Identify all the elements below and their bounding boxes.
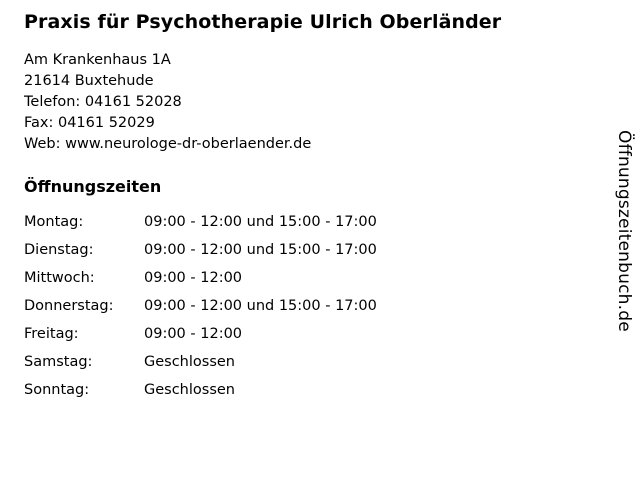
address-phone: Telefon: 04161 52028 — [24, 94, 182, 110]
watermark-brand: Öffnungszeitenbuch.de — [614, 130, 634, 332]
day-hours: 09:00 - 12:00 und 15:00 - 17:00 — [144, 242, 377, 258]
address-street: Am Krankenhaus 1A — [24, 52, 171, 68]
opening-hours-table — [24, 214, 377, 410]
table-row — [24, 354, 377, 382]
day-label: Donnerstag: — [24, 298, 114, 314]
day-label: Mittwoch: — [24, 270, 95, 286]
address-block — [24, 50, 584, 155]
day-label: Montag: — [24, 214, 84, 230]
opening-hours-title: Öffnungszeiten — [24, 177, 162, 196]
address-city: 21614 Buxtehude — [24, 73, 154, 89]
business-info-card — [24, 10, 584, 410]
page-title: Praxis für Psychotherapie Ulrich Oberländer — [24, 11, 502, 33]
table-row — [24, 382, 377, 410]
day-label: Samstag: — [24, 354, 93, 370]
address-fax: Fax: 04161 52029 — [24, 115, 155, 131]
day-hours: Geschlossen — [144, 354, 235, 370]
day-label: Dienstag: — [24, 242, 94, 258]
table-row — [24, 298, 377, 326]
table-row — [24, 270, 377, 298]
day-hours: 09:00 - 12:00 und 15:00 - 17:00 — [144, 298, 377, 314]
day-label: Sonntag: — [24, 382, 90, 398]
address-website[interactable]: Web: www.neurologe-dr-oberlaender.de — [24, 136, 312, 152]
day-hours: Geschlossen — [144, 382, 235, 398]
day-label: Freitag: — [24, 326, 79, 342]
day-hours: 09:00 - 12:00 — [144, 270, 243, 286]
day-hours: 09:00 - 12:00 — [144, 326, 243, 342]
table-row — [24, 242, 377, 270]
table-row — [24, 326, 377, 354]
day-hours: 09:00 - 12:00 und 15:00 - 17:00 — [144, 214, 377, 230]
table-row — [24, 214, 377, 242]
